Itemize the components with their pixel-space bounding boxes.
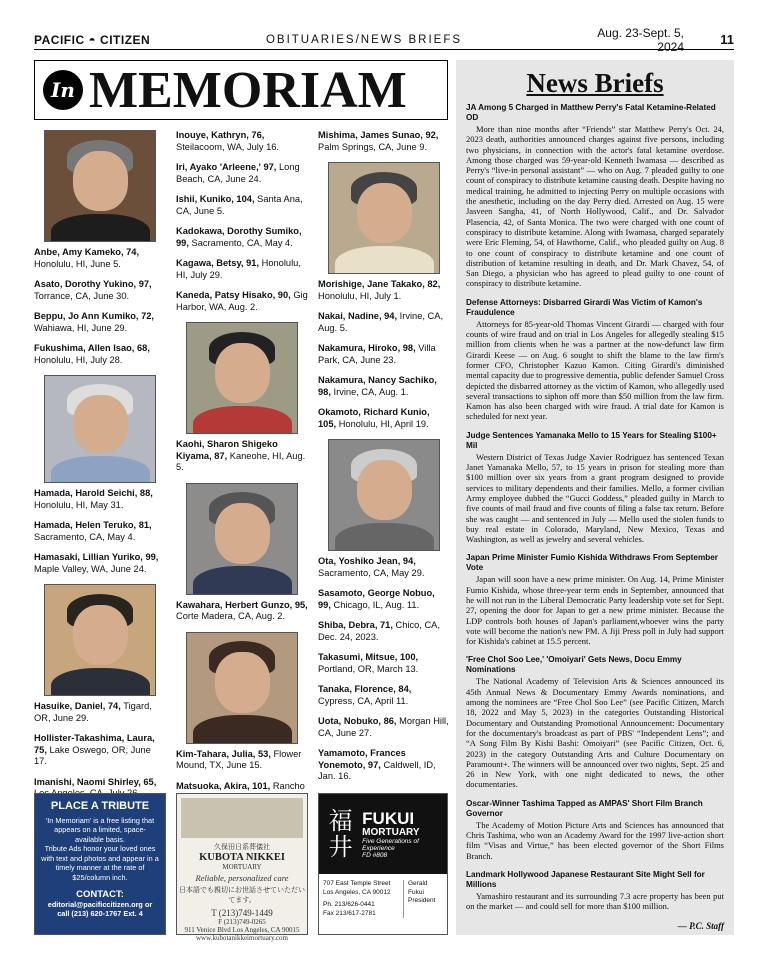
obituary-entry: Yamamoto, Frances Yonemoto, 97, Caldwell, ID, Jan. 16.	[318, 748, 436, 781]
tribute-text: 'In Memoriam' is a free listing that appears on a limited, space-available basis.	[45, 815, 155, 844]
obituary-entry: Takasumi, Mitsue, 100, Portland, OR, March 13.	[318, 652, 419, 674]
obituary-entry: Inouye, Kathryn, 76, Steilacoom, WA, July 16.	[176, 130, 279, 152]
obituary-entry: Morishige, Jane Takako, 82, Honolulu, HI, July 1.	[318, 279, 441, 301]
kubota-ad	[176, 793, 308, 942]
obituary-entry: Hasuike, Daniel, 74, Tigard, OR, June 29.	[34, 701, 152, 723]
obituary-entry: Kim-Tahara, Julia, 53, Flower Mound, TX, June 15.	[176, 748, 302, 770]
kubota-website[interactable]: www.kubotanikkeimortuary.com	[195, 934, 288, 942]
tribute-text: Tribute Ads honor your loved ones with text and photos and appear in a timely manner at the rate of $25/column inch.	[41, 844, 159, 882]
kubota-jp-name: 久保田日系葬儀社	[214, 843, 270, 851]
section-title: OBITUARIES/NEWS BRIEFS	[265, 33, 463, 46]
obituary-entry: Sasamoto, George Nobuo, 99, Chicago, IL, Aug. 11.	[318, 588, 435, 610]
news-item: JA Among 5 Charged in Matthew Perry's Fatal Ketamine-Related OD More than nine months after “Friends” star Matthew Perry's Oct. 24, 2023 death, authorities announced charges against five persons, including two physicians, in connection with the actor's fatal ketamine overdose. Among those charged was 59-year-old Kenneth Iwamasa — described as Perry's “live-in personal assistant” — who on Aug. 7 pleaded guilty to one count of conspiracy to distribute ketamine causing death. Despite having no medical training, he admitted to injecting Perry on multiple occasions with the anesthetic, including on the day Perry died. Arrested on Aug. 15 were Jasveen Sangha, 41, of North Hollywood, Calif., and Dr. Salvador Plasencia, 42, of Santa Monica. The two were charged with one count of conspiracy to distribute ketamine. Along with Iwamasa, charged separately were Eric Fleming, 54, of Hawthorne, Calif., who pleaded guilty on Aug. 8 to one count of conspiracy to distribute ketamine and one count of distribution of ketamine resulting in death, and Dr. Mark Chavez, 54, of San Diego, a physician who has agreed to plead guilty to one count of conspiracy to distribute ketamine.	[466, 103, 725, 289]
obituary-column-2	[176, 130, 310, 813]
fukui-phone: Ph. 213/626-0441	[323, 901, 375, 908]
news-item: 'Free Chol Soo Lee,' 'Omoiyari' Gets News, Docu Emmy Nominations The National Academy of Television Arts & Sciences announced its 45th Annual News & Documentary Emmy Awards nominations, and among the nominees are “Free Chol Soo Lee” (see Pacific Citizen, March 18, 2022 and May 5, 2023) in the categories Outstanding Historical Documentary and Outstanding Promotional Announcement: Documentary for the documentary's broadcast as part of PBS' “Independent Lens”; and “A Song Film By Kishi Bashi: Omoiyari” (see Pacific Citizen, Oct. 6, 2023) in the category Outstanding Arts and Culture Documentary on Paramount+. The winners will be announced over two nights, Sept. 25 and 26 in New York, with one night dedicated to news, the other documentaries.	[466, 655, 724, 790]
fukui-ad	[318, 793, 448, 935]
staff-credit: — P.C. Staff	[677, 920, 724, 931]
obituary-photo	[186, 322, 298, 434]
obituary-entry: Imanishi, Naomi Shirley, 65,	[34, 776, 157, 787]
obituary-entry: Hamada, Harold Seichi, 88, Honolulu, HI, May 31.	[34, 488, 153, 510]
obituary-entry: Fukushima, Allen Isao, 68, Honolulu, HI, July 28.	[34, 343, 150, 365]
memoriam-title: MEMORIAM	[89, 61, 407, 119]
obituary-entry: Uota, Nobuko, 86, Morgan Hill, CA, June 27.	[318, 716, 449, 738]
obituary-entry: Mishima, James Sunao, 92, Palm Springs, CA, June 9.	[318, 130, 439, 152]
fukui-president-title: President	[408, 897, 436, 904]
fukui-president: Gerald	[408, 880, 428, 887]
obituary-entry: Nakai, Nadine, 94, Irvine, CA, Aug. 5.	[318, 311, 444, 333]
obituary-entry: Nakamura, Hiroko, 98, Villa Park, CA, June 23.	[318, 343, 436, 365]
kubota-fax: F (213)749-0265	[218, 918, 266, 926]
fukui-city: Los Angeles, CA 90012	[323, 888, 391, 896]
memoriam-heading	[34, 60, 448, 120]
news-briefs-panel	[456, 60, 734, 935]
obituary-entry: Beppu, Jo Ann Kumiko, 72, Wahiawa, HI, June 29.	[34, 311, 155, 333]
obituary-entry: Kaohi, Sharon Shigeko Kiyama, 87, Kaneohe, HI, Aug. 5.	[176, 439, 306, 472]
tribute-title: PLACE A TRIBUTE	[50, 800, 150, 812]
kubota-phone: T (213)749-1449	[211, 908, 273, 918]
obituary-photo	[328, 439, 440, 551]
news-item: Oscar-Winner Tashima Tapped as AMPAS' Short Film Branch Governor The Academy of Motion Picture Arts and Sciences has announced that Chris Tashima, who won an Academy Award for the 1997 live-action short film “Visas and Virtue,” has been elected governor of the Short Films Branch.	[466, 798, 724, 861]
obituary-photo	[186, 632, 298, 744]
obituary-entry: Okamoto, Richard Kunio, 105, Honolulu, HI, April 19.	[318, 407, 430, 429]
tribute-ad	[34, 793, 166, 935]
obituary-entry: Iri, Ayako 'Arleene,' 97, Long Beach, CA, June 24.	[176, 162, 300, 184]
news-briefs-title: News Briefs	[526, 68, 664, 98]
fukui-kanji: 福井	[328, 807, 353, 861]
obituary-column-3	[318, 130, 450, 835]
obituary-column-1	[34, 130, 166, 809]
obituary-entry: Ota, Yoshiko Jean, 94, Sacramento, CA, May 29.	[318, 556, 425, 578]
obituary-entry: Kaneda, Patsy Hisako, 90, Gig Harbor, WA, Aug. 2.	[176, 290, 308, 312]
obituary-entry: Nakamura, Nancy Sachiko, 98, Irvine, CA, Aug. 1.	[318, 375, 437, 397]
obituary-photo	[44, 130, 156, 242]
obituary-entry: Tanaka, Florence, 84, Cypress, CA, April 11.	[318, 684, 412, 706]
obituary-entry: Anbe, Amy Kameko, 74, Honolulu, HI, June 5.	[34, 247, 140, 269]
obituary-photo	[186, 483, 298, 595]
page-number: 11	[720, 32, 734, 47]
obituary-entry: Hamada, Helen Teruko, 81, Sacramento, CA, May 4.	[34, 520, 152, 542]
in-badge: In	[43, 70, 83, 110]
kubota-sub: MORTUARY	[222, 863, 262, 871]
obituary-entry: Kadokawa, Dorothy Sumiko, 99, Sacramento, CA, May 4.	[176, 226, 302, 248]
tribute-contact-label: CONTACT:	[76, 889, 124, 900]
tribute-contact[interactable]: editorial@pacificcitizen.org or call (213) 620-1767 Ext. 4	[47, 899, 153, 918]
kubota-tagline: Reliable, personalized care	[195, 873, 289, 883]
obituary-entry: Asato, Dorothy Yukino, 97, Torrance, CA, June 30.	[34, 279, 152, 301]
fukui-fd: FD #808	[362, 851, 388, 859]
news-item: Japan Prime Minister Fumio Kishida Withdraws From September Vote Japan will soon have a new prime minister. On Aug. 14, Prime Minister Fumio Kishida, whose three-year term ends in September, announced that he will not run in the Liberal Democratic Party leadership vote set for Sept. 27, opening the door for Japan to get a new prime minister. Because the LDP controls both houses of Japan's parliament,whoever wins the party vote will become the nation's new PM. A Jiji Press poll in July had support for Kishida's cabinet at 15.5 percent.	[466, 553, 724, 647]
mortuary-illustration	[181, 798, 303, 838]
obituary-entry: Kagawa, Betsy, 91, Honolulu, HI, July 29.	[176, 258, 301, 280]
publication-logo: PACIFIC ◓ CITIZEN	[34, 32, 151, 47]
fukui-mortuary: MORTUARY	[362, 826, 420, 838]
fukui-name: FUKUI	[362, 808, 415, 828]
fukui-fax: Fax 213/617-2781	[323, 909, 376, 917]
news-item: Defense Attorneys: Disbarred Girardi Was Victim of Kamon's Fraudulence Attorneys for 85-year-old Thomas Vincent Girardi — charged with four counts of wire fraud and on trial in Los Angeles for allegedly stealing $15 million from clients when he was a partner at the now-defunct law firm Girardi Keese — on Aug. 6 sought to shift the blame to the law firm's former CFO, Christopher Kazuo Kamon. Citing Girardi's diminished mental capacity due to progressive dementia, public defender Samuel Cross depicted the disbarred attorney as the victim of Kamon, who allegedly used several transactions to siphon off more than $50 million from the law firm. Kamon has also been charged with wire fraud. A trial date for Kamon is scheduled for next year.	[466, 297, 724, 422]
news-item: Judge Sentences Yamanaka Mello to 15 Years for Stealing $100+ Mil Western District of Texas Judge Xavier Rodriguez has sentenced Texan Janet Yamanaka Mello, 57, to 15 years in prison for stealing more than $100 million over six years from a grant program designed to provide services to military dependents and their families. Mello, a former civilian Army employee dubbed the “Gucci Goddess,” pleaded guilty in March to five counts of mail fraud and five counts of filing a false tax return. Before she was caught — and sentenced in July — Mello used the stolen funds to buy real estate in Colorado, Maryland, New Mexico, Texas and Washington, as well as jewelry and several vehicles.	[466, 430, 724, 545]
obituary-photo	[44, 375, 156, 483]
obituary-entry: Matsuoka, Akira, 101, Rancho	[176, 780, 305, 791]
issue-date: Aug. 23-Sept. 5, 2024	[597, 25, 684, 54]
fukui-generations: Five Generations of Experience	[362, 837, 419, 852]
obituary-entry: Hollister-Takashima, Laura, 75, Lake Oswego, OR, June 17.	[34, 733, 155, 766]
obituary-photo	[328, 162, 440, 274]
obituary-photo	[44, 584, 156, 696]
kubota-address: 911 Venice Blvd Los Angeles, CA 90015	[184, 926, 300, 934]
fukui-address: 707 East Temple Street	[323, 880, 391, 887]
obituary-entry: Hamasaki, Lillian Yuriko, 99, Maple Valley, WA, June 24.	[34, 552, 159, 574]
obituary-entry: Shiba, Debra, 71, Chico, CA, Dec. 24, 2023.	[318, 620, 440, 642]
news-item: Landmark Hollywood Japanese Restaurant Site Might Sell for Millions Yamashiro restaurant and its surrounding 7.3 acre property has been put on the market — and could sell for more than $100 million.	[466, 869, 724, 912]
page-header	[34, 25, 734, 54]
kubota-name: KUBOTA NIKKEI	[199, 852, 285, 863]
fukui-president: Fukui	[408, 888, 424, 896]
kubota-jp-text: 日本語でも親切にお世話させていただいてます。	[179, 886, 305, 904]
obituary-entry: Ishii, Kuniko, 104, Santa Ana, CA, June 5.	[176, 194, 303, 216]
obituary-entry: Kawahara, Herbert Gunzo, 95, Corte Madera, CA, Aug. 2.	[176, 599, 308, 621]
